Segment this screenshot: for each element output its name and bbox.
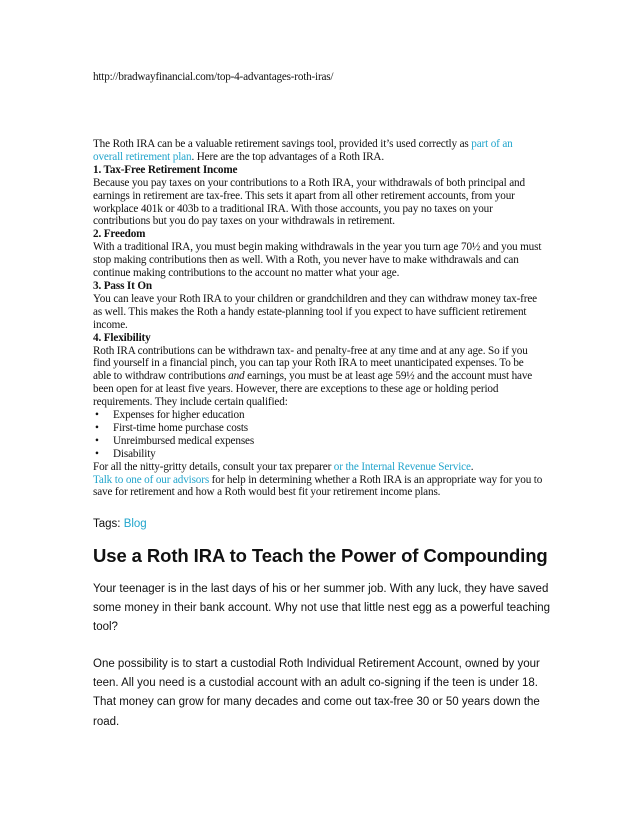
advisors-link[interactable]: Talk to one of our advisors (93, 473, 210, 486)
section-body: Because you pay taxes on your contributions to a Roth IRA, your withdrawals of both principal and earnings in retirement are tax-free. This sets it apart from all other retirement accounts, from your workplace 401k or 403b to a traditional IRA. With those accounts, you pay no taxes on your contributions but you do pay taxes on your withdrawals in retirement. (93, 176, 525, 228)
advisors-paragraph (93, 474, 543, 500)
intro-text-end: . Here are the top advantages of a Roth IRA. (191, 150, 384, 163)
intro-paragraph (93, 138, 543, 164)
section-body-text: Roth IRA contributions can be withdrawn tax- and penalty-free at any time and at any age. So if you find yourself in a financial pinch, you can tap your Roth IRA to meet unanticipated expenses. To be able to withdraw contributions (93, 344, 528, 383)
section-body: You can leave your Roth IRA to your children or grandchildren and they can withdraw money tax-free as well. This makes the Roth a handy estate-planning tool if you expect to have sufficient retirement income. (93, 292, 537, 331)
intro-text: The Roth IRA can be a valuable retirement savings tool, provided it’s used correctly as (93, 138, 472, 150)
blog-tag-link[interactable]: Blog (123, 518, 147, 530)
article-paragraph: One possibility is to start a custodial Roth Individual Retirement Account, owned by your teen. All you need is a custodial account with an adult co-signing if the teen is under 18. That money can grow for many decades and come out tax-free 30 or 50 years down the road. (93, 658, 540, 728)
tags-label: Tags: (93, 518, 124, 530)
list-item (93, 448, 543, 461)
list-item-label: Expenses for higher education (113, 409, 245, 422)
section-body-text-end: earnings, you must be at least age 59½ and the account must have been open for at least five years. However, there are exceptions to these age or holding period requirements. They include certain qualified: (93, 370, 533, 409)
section-body: With a traditional IRA, you must begin making withdrawals in the year you turn age 70½ and you must stop making contributions then as well. With a Roth, you never have to make withdrawals and can continue making contributions to the account no matter what your age. (93, 241, 542, 280)
emphasis-and: and (228, 370, 245, 383)
bullet-icon: • (95, 409, 99, 422)
list-item-label: First-time home purchase costs (113, 421, 249, 434)
retirement-plan-link[interactable]: part of an overall retirement plan (93, 138, 513, 163)
bullet-icon: • (95, 447, 99, 460)
advisors-text: for help in determining whether a Roth IRA is an appropriate way for you to save for retirement and how a Roth would best fit your retirement income plans. (93, 473, 543, 499)
bullet-icon: • (95, 434, 99, 447)
section-heading: 4. Flexibility (93, 331, 151, 344)
list-item (93, 422, 543, 435)
details-text-end: . (470, 460, 474, 473)
article-paragraph: Your teenager is in the last days of his or her summer job. With any luck, they have saved some money in their bank account. Why not use that little nest egg as a powerful teaching tool? (93, 583, 551, 634)
details-paragraph (93, 461, 543, 474)
source-url: http://bradwayfinancial.com/top-4-advantages-roth-iras/ (93, 71, 334, 83)
section-heading: 3. Pass It On (93, 279, 152, 292)
section-heading: 2. Freedom (93, 228, 146, 241)
irs-link[interactable]: or the Internal Revenue Service (333, 460, 471, 473)
list-item (93, 435, 543, 448)
tags-line (93, 518, 147, 530)
details-text: For all the nitty-gritty details, consult your tax preparer (93, 460, 334, 473)
list-item-label: Unreimbursed medical expenses (113, 434, 255, 447)
section-body (93, 345, 543, 410)
exceptions-list (93, 409, 543, 461)
section-heading: 1. Tax-Free Retirement Income (93, 163, 238, 176)
list-item (93, 409, 543, 422)
list-item-label: Disability (113, 447, 156, 460)
bullet-icon: • (95, 421, 99, 434)
roth-advantages-block (93, 138, 543, 499)
article-title: Use a Roth IRA to Teach the Power of Compounding (93, 545, 548, 566)
